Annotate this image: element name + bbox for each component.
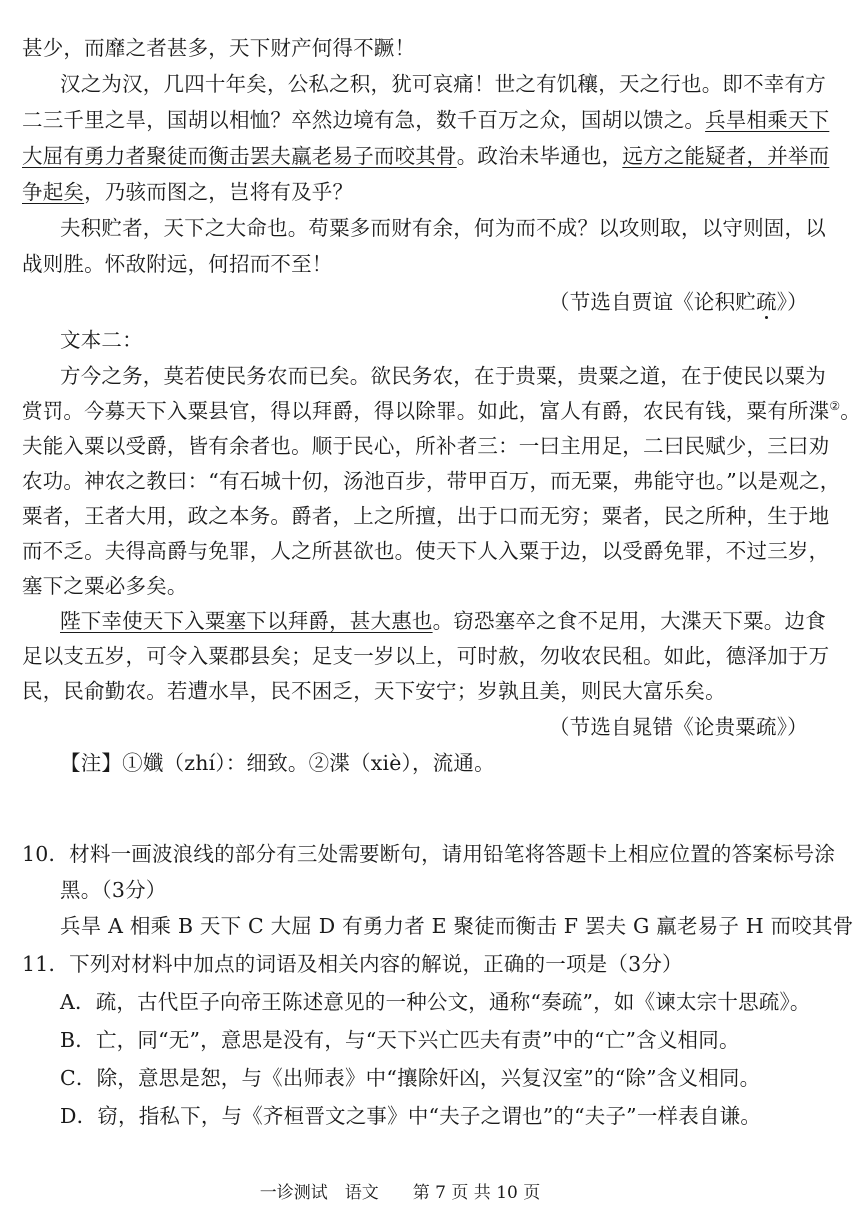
- text2-line-9: 足以支五岁，可令入粟郡县矣；足支一岁以上，可时赦，勿收农民租。如此，德泽加于万: [22, 644, 830, 668]
- dotted-word-shu: 疏: [756, 290, 777, 314]
- text1-line-4-text: 。政治未毕通也，: [456, 144, 623, 168]
- q11-option-d: D．窃，指私下，与《齐桓晋文之事》中“夫子之谓也”的“夫子”一样表自谦。: [60, 1104, 762, 1128]
- q10-sentence: 兵旱 A 相乘 B 天下 C 大屈 D 有勇力者 E 聚徒而衡击 F 罢夫 G 羸老易子 H 而咬其骨: [60, 914, 854, 938]
- text2-line-7: 塞下之粟必多矣。: [22, 574, 188, 598]
- underline-4: 争起矣: [22, 180, 85, 204]
- text2-line-2-text: 赏罚。今募天下入粟县官，得以拜爵，得以除罪。如此，富人有爵，农民有钱，粟有所渫: [22, 399, 830, 423]
- annotation-note: 【注】①孅（zhí）：细致。②渫（xiè），流通。: [60, 751, 495, 775]
- text2-line-10: 民，民俞勤农。若遭水旱，民不困乏，天下安宁；岁孰且美，则民大富乐矣。: [22, 679, 726, 703]
- text1-line-6: 夫积贮者，天下之大命也。苟粟多而财有余，何为而不成？以攻则取，以守则固，以: [60, 216, 826, 240]
- text2-line-2-end: 。: [840, 399, 861, 423]
- text2-line-1: 方今之务，莫若使民务农而已矣。欲民务农，在于贵粟，贵粟之道，在于使民以粟为: [60, 364, 826, 388]
- text1-line-3: [22, 106, 829, 134]
- text2-line-8: [60, 607, 826, 635]
- q11-option-a: A．疏，古代臣子向帝王陈述意见的一种公文，通称“奏疏”，如《谏太宗十思疏》。: [60, 990, 811, 1014]
- text1-line-7: 战则胜。怀敌附远，何招而不至！: [22, 252, 333, 276]
- text2-line-8-text: 。窃恐塞卒之食不足用，大渫天下粟。边食: [432, 609, 826, 633]
- source-text: （节选自贾谊《论积贮: [549, 290, 756, 314]
- q11-option-c: C．除，意思是恕，与《出师表》中“攘除奸凶，兴复汉室”的“除”含义相同。: [60, 1066, 761, 1090]
- text2-line-5: 粟者，王者大用，政之本务。爵者，上之所擅，出于口而无穷；粟者，民之所种，生于地: [22, 504, 830, 528]
- text2-source: （节选自晁错《论贵粟疏》）: [549, 715, 808, 739]
- wavy-underline-2: 大屈有勇力者聚徒而衡击罢夫羸老易子而咬其骨: [22, 144, 457, 168]
- text1-source: [549, 288, 808, 316]
- q11-option-b: B．亡，同“无”，意思是没有，与“天下兴亡匹夫有责”中的“亡”含义相同。: [60, 1028, 740, 1052]
- page-footer: 一诊测试 语文 第 7 页 共 10 页: [259, 1183, 541, 1203]
- q10-stem-line-2: 黑。（3分）: [60, 878, 167, 902]
- text2-line-3: 夫能入粟以受爵，皆有余者也。顺于民心，所补者三：一曰主用足，二曰民赋少，三曰劝: [22, 434, 830, 458]
- text1-line-5-text: ，乃骇而图之，岂将有及乎？: [84, 180, 354, 204]
- q10-stem-line-1: 10．材料一画波浪线的部分有三处需要断句，请用铅笔将答题卡上相应位置的答案标号涂: [22, 842, 836, 866]
- q11-stem: 11．下列对材料中加点的词语及相关内容的解说，正确的一项是（3分）: [22, 952, 683, 976]
- text2-line-6: 而不乏。夫得高爵与免罪，人之所甚欲也。使天下人入粟于边，以受爵免罪，不过三岁，: [22, 539, 830, 563]
- text1-line-4: [22, 142, 829, 170]
- underline-5: 陛下幸使天下入粟塞下以拜爵，甚大惠也: [60, 609, 433, 633]
- text1-line-3-text: 二三千里之旱，国胡以相恤？卒然边境有急，数千百万之众，国胡以馈之。: [22, 108, 706, 132]
- note-marker-2: ②: [829, 399, 841, 413]
- wavy-underline-1: 兵旱相乘天下: [705, 108, 830, 132]
- text1-line-1: 甚少，而靡之者甚多，天下财产何得不蹶！: [22, 36, 416, 60]
- text2-heading: 文本二：: [60, 328, 143, 352]
- text2-line-2: [22, 397, 861, 425]
- text1-line-5: [22, 178, 353, 206]
- source-text-end: 》）: [776, 290, 808, 314]
- underline-3: 远方之能疑者，并举而: [622, 144, 830, 168]
- text2-line-4: 农功。神农之教曰：“有石城十仞，汤池百步，带甲百万，而无粟，弗能守也。”以是观之，: [22, 469, 841, 493]
- text1-line-2: 汉之为汉，几四十年矣，公私之积，犹可哀痛！世之有饥穰，天之行也。即不幸有方: [60, 72, 826, 96]
